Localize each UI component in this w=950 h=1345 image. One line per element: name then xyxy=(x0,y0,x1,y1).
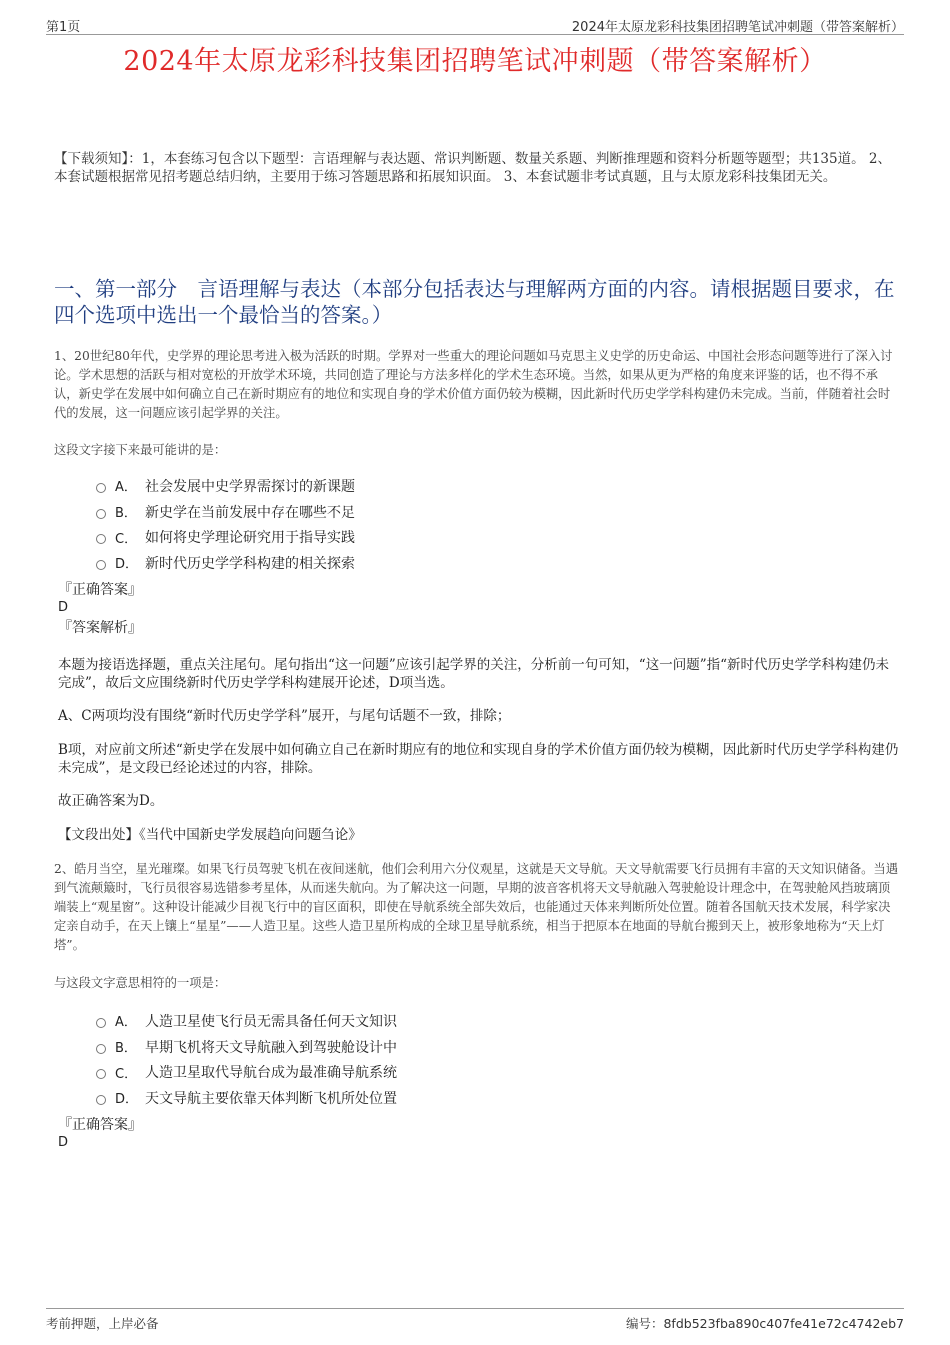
question-2-answer xyxy=(58,1116,142,1152)
option-text: 天文导航主要依靠天体判断飞机所处位置 xyxy=(145,1090,397,1107)
analysis-paragraph: A、C两项均没有围绕“新时代历史学学科”展开，与尾句话题不一致，排除； xyxy=(58,708,511,724)
option-letter: C． xyxy=(115,531,138,547)
radio-icon[interactable] xyxy=(96,483,106,493)
option-letter: A． xyxy=(115,480,137,496)
radio-icon[interactable] xyxy=(96,1018,106,1028)
question-1-prompt: 这段文字接下来最可能讲的是： xyxy=(54,443,227,457)
option-c[interactable] xyxy=(96,1059,397,1085)
option-d[interactable] xyxy=(96,1085,397,1111)
option-letter: B． xyxy=(115,1041,137,1057)
footer-slogan: 考前押题，上岸必备 xyxy=(46,1316,159,1331)
footer-code: 编号：8fdb523fba890c407fe41e72c4742eb7 xyxy=(625,1316,904,1331)
document-title: 2024年太原龙彩科技集团招聘笔试冲刺题（带答案解析） xyxy=(123,46,827,77)
option-text: 社会发展中史学界需探讨的新课题 xyxy=(145,478,355,495)
page-footer xyxy=(46,1308,904,1329)
page-header xyxy=(46,14,904,35)
option-text: 人造卫星使飞行员无需具备任何天文知识 xyxy=(145,1013,397,1030)
radio-icon[interactable] xyxy=(96,534,106,544)
option-text: 人造卫星取代导航台成为最准确导航系统 xyxy=(145,1065,397,1082)
question-1-answer xyxy=(58,581,142,637)
radio-icon[interactable] xyxy=(96,1044,106,1054)
option-letter: A． xyxy=(115,1015,137,1031)
option-a[interactable] xyxy=(96,473,355,499)
analysis-label: 『答案解析』 xyxy=(58,620,142,636)
option-c[interactable] xyxy=(96,524,355,550)
option-b[interactable] xyxy=(96,499,355,525)
option-letter: C． xyxy=(115,1066,138,1082)
question-1-text: 1、20世纪80年代，史学界的理论思考进入极为活跃的时期。学界对一些重大的理论问题如马克思主义史学的历史命运、中国社会形态问题等进行了深入讨论。学术思想的活跃与相对宽松的开放学术环境，共同创造了理论与方法多样化的学术生态环境。当然，如果从更为严格的角度来评鉴的话，也不得不承认，新史学在发展中如何确立自己在新时期应有的地位和实现自身的学术价值方面仍较为模糊，因此新时代历史学学科构建仍未完成。当前，伴随着社会时代的发展，这一问题应该引起学界的关注。 xyxy=(54,349,893,420)
option-b[interactable] xyxy=(96,1034,397,1060)
option-text: 早期飞机将天文导航融入到驾驶舱设计中 xyxy=(145,1039,397,1056)
header-doc-name: 2024年太原龙彩科技集团招聘笔试冲刺题（带答案解析） xyxy=(571,20,904,35)
answer-value: D xyxy=(58,600,69,615)
option-d[interactable] xyxy=(96,550,355,576)
question-2-prompt: 与这段文字意思相符的一项是： xyxy=(54,976,227,990)
analysis-paragraph: 本题为接语选择题，重点关注尾句。尾句指出“这一问题”应该引起学界的关注，分析前一句可知，“这一问题”指“新时代历史学学科构建仍未完成”，故后文应围绕新时代历史学学科构建展开论述，D项当选。 xyxy=(58,657,890,691)
option-letter: D． xyxy=(115,557,139,573)
answer-label: 『正确答案』 xyxy=(58,1117,142,1133)
radio-icon[interactable] xyxy=(96,1069,106,1079)
question-1-options xyxy=(96,473,355,576)
radio-icon[interactable] xyxy=(96,509,106,519)
question-2-text: 2、皓月当空，星光璀璨。如果飞行员驾驶飞机在夜间迷航，他们会利用六分仪观星，这就是天文导航。天文导航需要飞行员拥有丰富的天文知识储备。当遇到气流颠簸时，飞行员很容易选错参考星体，从而迷失航向。为了解决这一问题，早期的波音客机将天文导航融入驾驶舱设计理念中，在驾驶舱风挡玻璃顶端装上“观星窗”。这种设计能减少目视飞行中的盲区面积，即使在导航系统全部失效后，也能通过天体来判断所处位置。随着各国航天技术发展，科学家决定亲自动手，在天上镶上“星星”——人造卫星。这些人造卫星所构成的全球卫星导航系统，相当于把原本在地面的导航台搬到天上，被形象地称为“天上灯塔”。 xyxy=(54,862,899,952)
download-notice: 【下载须知】：1，本套练习包含以下题型：言语理解与表达题、常识判断题、数量关系题、判断推理题和资料分析题等题型；共135道。 2、本套试题根据常见招考题总结归纳，主要用于练习答题思路和拓展知识面。 3、本套试题非考试真题，且与太原龙彩科技集团无关。 xyxy=(54,151,891,185)
analysis-paragraph: B项，对应前文所述“新史学在发展中如何确立自己在新时期应有的地位和实现自身的学术价值方面仍较为模糊，因此新时代历史学学科构建仍未完成”，是文段已经论述过的内容，排除。 xyxy=(58,742,899,776)
source-citation: 【文段出处】《当代中国新史学发展趋向问题刍论》 xyxy=(58,827,362,843)
radio-icon[interactable] xyxy=(96,560,106,570)
answer-label: 『正确答案』 xyxy=(58,582,142,598)
section-heading: 一、第一部分 言语理解与表达（本部分包括表达与理解两方面的内容。请根据题目要求，在四个选项中选出一个最恰当的答案。） xyxy=(54,277,895,327)
option-a[interactable] xyxy=(96,1008,397,1034)
question-2-options xyxy=(96,1008,397,1111)
option-text: 如何将史学理论研究用于指导实践 xyxy=(145,530,355,547)
answer-value: D xyxy=(58,1135,69,1150)
option-text: 新时代历史学学科构建的相关探索 xyxy=(145,555,355,572)
option-letter: B． xyxy=(115,506,137,522)
analysis-paragraph: 故正确答案为D。 xyxy=(58,793,164,809)
radio-icon[interactable] xyxy=(96,1095,106,1105)
page-number: 第1页 xyxy=(46,20,81,35)
option-text: 新史学在当前发展中存在哪些不足 xyxy=(145,504,355,521)
option-letter: D． xyxy=(115,1092,139,1108)
